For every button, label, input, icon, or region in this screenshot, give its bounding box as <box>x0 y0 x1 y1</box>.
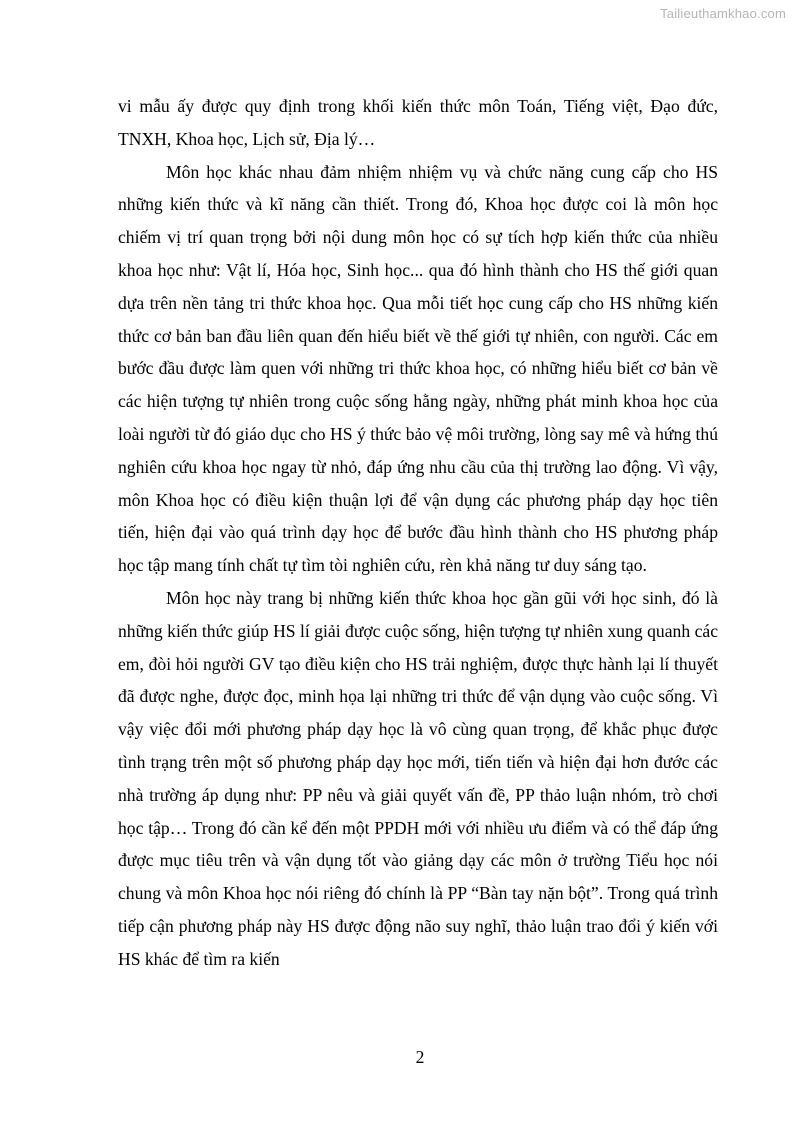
document-body <box>118 90 718 976</box>
paragraph-teaching-methods: Môn học này trang bị những kiến thức khoa học gần gũi với học sinh, đó là những kiến thức giúp HS lí giải được cuộc sống, hiện tượng tự nhiên xung quanh các em, đòi hỏi người GV tạo điều kiện cho HS trải nghiệm, được thực hành lại lí thuyết đã được nghe, được đọc, minh họa lại những tri thức để vận dụng vào cuộc sống. Vì vậy việc đổi mới phương pháp dạy học là vô cùng quan trọng, để khắc phục được tình trạng trên một số phương pháp dạy học mới, tiến tiến và hiện đại hơn đước các nhà trường áp dụng như: PP nêu và giải quyết vấn đề, PP thảo luận nhóm, trò chơi học tập… Trong đó cần kể đến một PPDH mới với nhiều ưu điểm và có thể đáp ứng được mục tiêu trên và vận dụng tốt vào giảng dạy các môn ở trường Tiểu học nói chung và môn Khoa học nói riêng đó chính là PP “Bàn tay nặn bột”. Trong quá trình tiếp cận phương pháp này HS được động não suy nghĩ, thảo luận trao đổi ý kiến với HS khác để tìm ra kiến <box>118 587 718 969</box>
watermark: Tailieuthamkhao.com <box>660 6 786 21</box>
page-number: 2 <box>415 1047 425 1067</box>
paragraph-science-subject: Môn học khác nhau đảm nhiệm nhiệm vụ và chức năng cung cấp cho HS những kiến thức và kĩ năng cần thiết. Trong đó, Khoa học được coi là môn học chiếm vị trí quan trọng bởi nội dung môn học có sự tích hợp kiến thức của nhiều khoa học như: Vật lí, Hóa học, Sinh học... qua đó hình thành cho HS thế giới quan dựa trên nền tảng tri thức khoa học. Qua mỗi tiết học cung cấp cho HS những kiến thức cơ bản ban đầu liên quan đến hiểu biết về thế giới tự nhiên, con người. Các em bước đầu được làm quen với những tri thức khoa học, có những hiểu biết cơ bản về các hiện tượng tự nhiên trong cuộc sống hằng ngày, những phát minh khoa học của loài người từ đó giáo dục cho HS ý thức bảo vệ môi trường, lòng say mê và hứng thú nghiên cứu khoa học ngay từ nhỏ, đáp ứng nhu cầu của thị trường lao động. Vì vậy, môn Khoa học có điều kiện thuận lợi để vận dụng các phương pháp dạy học tiên tiến, hiện đại vào quá trình dạy học để bước đầu hình thành cho HS phương pháp học tập mang tính chất tự tìm tòi nghiên cứu, rèn khả năng tư duy sáng tạo. <box>118 161 718 576</box>
paragraph-continuation: vi mẫu ấy được quy định trong khối kiến thức môn Toán, Tiếng việt, Đạo đức, TNXH, Khoa học, Lịch sử, Địa lý… <box>118 96 718 149</box>
